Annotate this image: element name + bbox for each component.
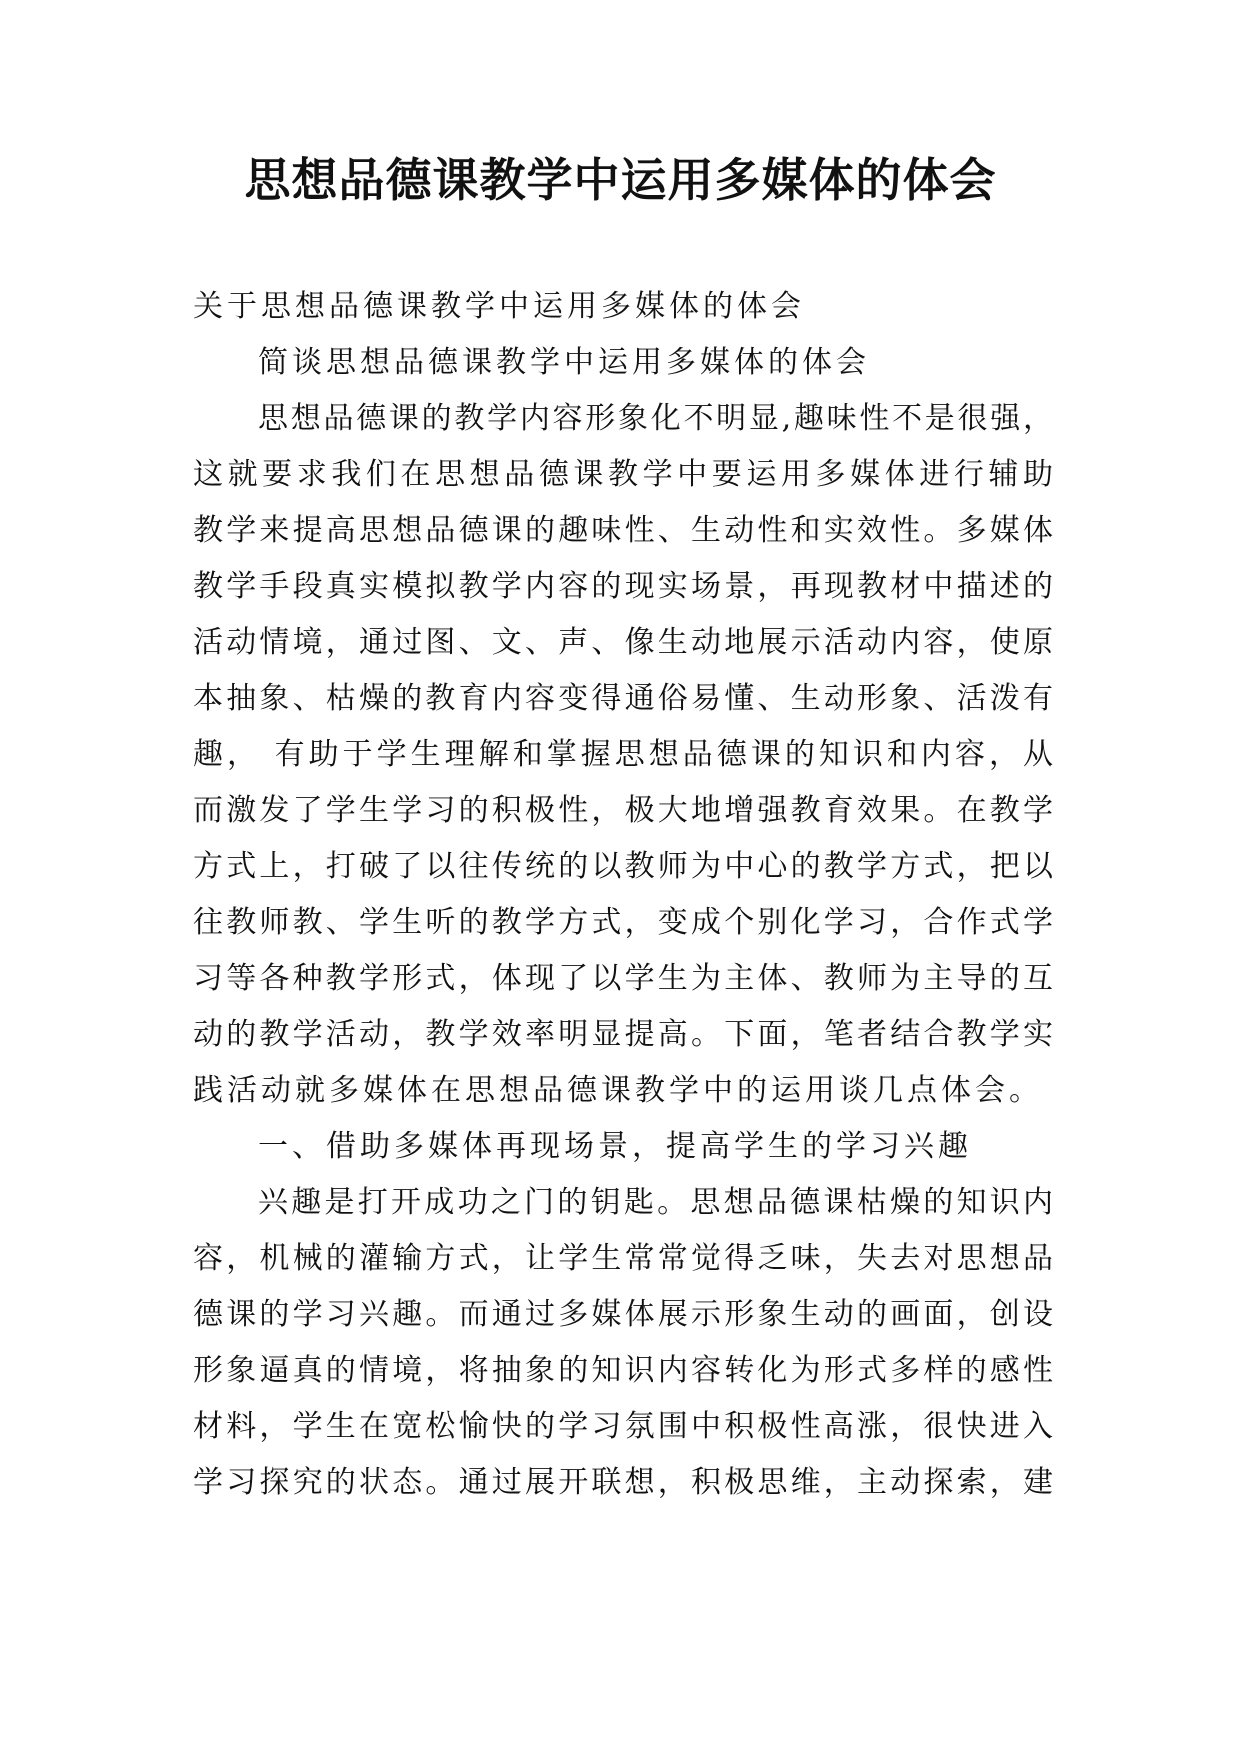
- document-title: 思想品德课教学中运用多媒体的体会: [244, 153, 997, 207]
- body-line: 习等各种教学形式，体现了以学生为主体、教师为主导的互: [193, 961, 1053, 996]
- body-line: 材料，学生在宽松愉快的学习氛围中积极性高涨，很快进入: [193, 1409, 1053, 1444]
- body-line: 趣， 有助于学生理解和掌握思想品德课的知识和内容，从: [193, 737, 1053, 772]
- body-line: 方式上，打破了以往传统的以教师为中心的教学方式，把以: [193, 849, 1053, 884]
- body-line: 学习探究的状态。通过展开联想，积极思维，主动探索，建: [193, 1465, 1053, 1500]
- body-line: 这就要求我们在思想品德课教学中要运用多媒体进行辅助: [193, 457, 1053, 492]
- body-line: 践活动就多媒体在思想品德课教学中的运用谈几点体会。: [193, 1073, 1043, 1108]
- body-line: 动的教学活动，教学效率明显提高。下面，笔者结合教学实: [193, 1017, 1053, 1052]
- body-line: 思想品德课的教学内容形象化不明显,趣味性不是很强，: [258, 401, 1053, 436]
- body-line: 活动情境，通过图、文、声、像生动地展示活动内容，使原: [193, 625, 1053, 660]
- body-line: 而激发了学生学习的积极性，极大地增强教育效果。在教学: [193, 793, 1053, 828]
- body-line: 往教师教、学生听的教学方式，变成个别化学习，合作式学: [193, 905, 1053, 940]
- body-line: 形象逼真的情境，将抽象的知识内容转化为形式多样的感性: [193, 1353, 1053, 1388]
- body-line: 本抽象、枯燥的教育内容变得通俗易懂、生动形象、活泼有: [193, 681, 1053, 716]
- body-line: 德课的学习兴趣。而通过多媒体展示形象生动的画面，创设: [193, 1297, 1053, 1332]
- body-line: 教学手段真实模拟教学内容的现实场景，再现教材中描述的: [193, 569, 1053, 604]
- body-line: 容，机械的灌输方式，让学生常常觉得乏味，失去对思想品: [193, 1241, 1053, 1276]
- section-heading: 一、借助多媒体再现场景，提高学生的学习兴趣: [258, 1129, 972, 1164]
- subtitle-line: 关于思想品德课教学中运用多媒体的体会: [193, 289, 805, 324]
- body-line: 教学来提高思想品德课的趣味性、生动性和实效性。多媒体: [193, 513, 1053, 548]
- paragraph-heading-line: 简谈思想品德课教学中运用多媒体的体会: [258, 345, 870, 380]
- body-line: 兴趣是打开成功之门的钥匙。思想品德课枯燥的知识内: [258, 1185, 1053, 1220]
